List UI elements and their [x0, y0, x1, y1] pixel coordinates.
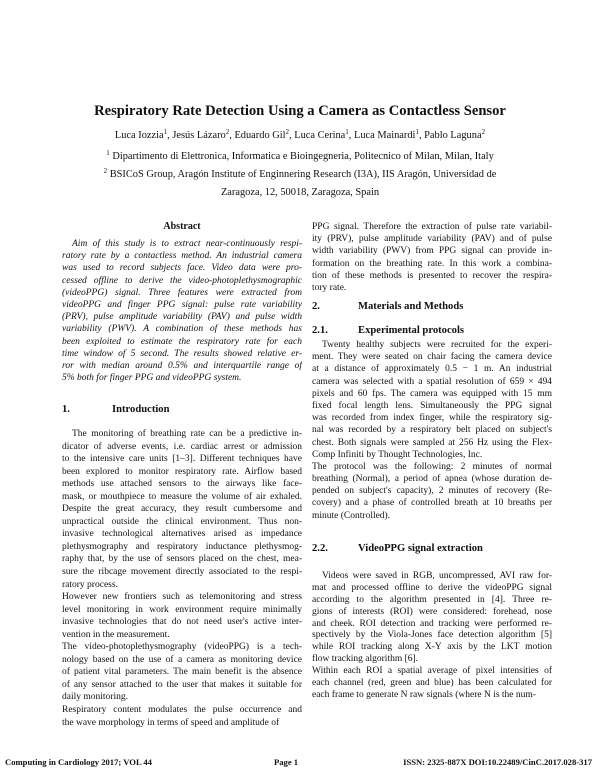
text-line: invasive technologies that do not need user's active inter- [62, 617, 302, 628]
footer-page-number: Page 1 [274, 757, 299, 767]
text-line: time window of 5 second. The results showed relative er- [62, 348, 302, 359]
section-heading-methods: 2. Materials and Methods [312, 301, 464, 312]
author: Jesús Lázaro$^2$ [172, 128, 230, 141]
text-line: while ROI tracking along X-Y axis by the LKT motion [312, 642, 552, 653]
text-line: spectively by the Viola-Jones face detection algorithm [5] [312, 630, 552, 641]
text-line: ratory process. [62, 579, 118, 590]
section-heading-introduction: 1. Introduction [62, 404, 170, 415]
text-line: However new frontiers such as telemonitoring and stress [62, 592, 302, 603]
text-line: Within each ROI a spatial average of pixel intensities of [312, 666, 552, 677]
text-line: been exploited to estimate the respiratory rate for each [62, 336, 302, 347]
text-line: ratory rate by a contactless method. An industrial camera [62, 251, 302, 262]
text-line: sure the ribcage movement directly associated to the respi- [62, 567, 302, 578]
author: Pablo Laguna$^2$ [424, 128, 486, 141]
text-line: 5% both for finger PPG and videoPPG system. [62, 373, 242, 384]
text-line: The monitoring of breathing rate can be a predictive in- [72, 429, 302, 439]
text-line: gions of interests (ROI) were considered: forehead, nose [312, 606, 552, 617]
footer-issn-doi: ISSN: 2325-887X DOI:10.22489/CinC.2017.028-317 [403, 757, 592, 767]
text-line: pixels and 60 fps. The camera was equipped with 15 mm [312, 388, 552, 399]
subsection-heading-protocols: 2.1. Experimental protocols [312, 325, 465, 336]
text-line: camera was selected with a spatial resolution of 659 × 494 [312, 376, 552, 387]
paragraph [62, 591, 302, 641]
text-line: was used to record subjects face. Video data were pro- [62, 263, 302, 274]
introduction-continued [312, 221, 552, 294]
author: Luca Cerina$^1$ [294, 128, 349, 141]
text-line: The video-photoplethysmography (videoPPG) is a tech- [62, 642, 302, 653]
text-line: (videoPPG) signal. Three features were extracted from [62, 287, 302, 298]
text-line: Respiratory content modulates the pulse occurrence and [62, 705, 302, 716]
paper-title: Respiratory Rate Detection Using a Camera as Contactless Sensor [94, 103, 506, 119]
subsection-heading-videoppg: 2.2. VideoPPG signal extraction [312, 543, 483, 554]
paragraph [62, 704, 302, 729]
author: Eduardo Gil$^2$ [234, 128, 290, 141]
text-line: vention in the measurement. [62, 629, 170, 640]
abstract-heading: Abstract [163, 221, 201, 232]
paragraph [312, 666, 552, 702]
text-line: minute (Controlled). [312, 510, 391, 521]
abstract-text [62, 238, 302, 384]
text-line: flow tracking algorithm [6]. [312, 654, 419, 665]
text-line: variability (PWV). A combination of these methods has [62, 324, 302, 335]
protocols-body [312, 339, 552, 522]
text-line: and cheek. ROI detection and tracking were performed re- [312, 618, 552, 629]
text-line: PPG signal. Therefore the extraction of pulse rate variabil- [312, 222, 552, 232]
text-line: unpractical outside the clinical environment. Thus non- [62, 516, 302, 527]
text-line: been explored to monitor respiratory rate. Airflow based [62, 466, 302, 477]
text-line: of patient vital parameters. The main benefit is the absence [62, 667, 302, 678]
text-line: level monitoring in work environment require minimally [62, 604, 302, 615]
text-line: cessed offline to derive the video-photoplethysmographic [62, 275, 302, 286]
paragraph [312, 461, 552, 522]
text-line: fixed focal length lens. Simultaneously the PPG signal [312, 400, 552, 411]
author-list: Luca Iozzia$^1$, Jesús Lázaro$^2$, Eduardo Gil$^2$, Luca Cerina$^1$, Luca Mainardi$^1$, Pablo Laguna$^2$ [114, 128, 486, 141]
text-line: Comp Infiniti by Thought Technologies, Inc. [312, 449, 483, 460]
text-line: formation on the breathing rate. In this work a combina- [312, 258, 552, 269]
text-line: at a distance of approximately 0.5 − 1 m. An industrial [312, 364, 552, 375]
text-line: methods use attached sensors to the airways like face- [62, 479, 302, 490]
text-line: invasive technological alternatives arised as impedance [62, 529, 302, 540]
text-line: to the intensive care units [1–3]. Different techniques have [62, 454, 302, 465]
text-line: The protocol was the following: 2 minutes of normal [312, 461, 552, 472]
footer-journal: Computing in Cardiology 2017; VOL 44 [5, 757, 152, 767]
text-line: ror with median around 0.5% and interquartile range of [62, 360, 302, 371]
text-line: tion of these methods is presented to recover the respira- [312, 270, 552, 281]
text-line: mask, or mouthpiece to measure the volume of air exhaled. [62, 491, 302, 502]
text-line: tory rate. [312, 282, 347, 293]
introduction-body [62, 428, 302, 729]
paragraph [62, 641, 302, 704]
text-line: pended on subject's capacity), 2 minutes of recovery (Re- [312, 486, 552, 497]
text-line: each frame to generate N raw signals (where N is the num- [312, 689, 536, 700]
affiliation-1: $^1$ Dipartimento di Elettronica, Informatica e Bioingegneria, Politecnico of Milan, Milan, Italy [106, 149, 494, 162]
text-line: (PRV), pulse amplitude variability (PAV) and pulse width [62, 312, 302, 323]
text-line: nal was recorded by a respiratory belt placed on subject's [312, 425, 552, 436]
text-line: videoPPG and finger PPG signal: pulse rate variability [62, 299, 302, 310]
paragraph [312, 571, 552, 666]
text-line: width variability (PWV) from PPG signal can provide in- [312, 246, 552, 257]
text-line: raphy that, by the use of sensors placed on the chest, mea- [62, 554, 302, 565]
text-line: covery) and a phase of controlled breath at 10 breaths per [312, 498, 552, 509]
text-line: ity (PRV), pulse amplitude variability (PAV) and of pulse [312, 234, 552, 245]
text-line: Aim of this study is to extract near-continuously respi- [72, 239, 302, 249]
text-line: dicator of adverse events, i.e. cardiac arrest or admission [62, 441, 302, 452]
author: Luca Iozzia$^1$ [114, 128, 168, 141]
text-line: ment. They were seated on chair facing the camera device [312, 352, 552, 363]
text-line: mat and processed offline to derive the videoPPG signal [312, 582, 552, 593]
text-line: Twenty healthy subjects were recruited for the experi- [322, 340, 552, 350]
text-line: of any sensor attached to the user that makes it suitable for [62, 679, 302, 690]
text-line: breathing (Normal), a period of apnea (whose duration de- [312, 474, 552, 485]
affiliation-2: $^2$ BSICoS Group, Aragón Institute of Enginnering Research (I3A), IIS Aragón, Universidad de [103, 167, 497, 180]
paragraph [312, 339, 552, 461]
text-line: Videos were saved in RGB, uncompressed, AVI raw for- [322, 571, 552, 581]
text-line: the wave morphology in terms of speed and amplitude of [62, 717, 280, 728]
text-line: chest. Both signals were sampled at 256 Hz using the Flex- [312, 437, 552, 448]
affiliation-2-cont: Zaragoza, 12, 50018, Zaragoza, Spain [220, 187, 380, 198]
text-line: Despite the great accuracy, they result cumbersome and [62, 504, 302, 515]
text-line: nology based on the use of a camera as monitoring device [62, 654, 302, 665]
text-line: daily monitoring. [62, 692, 128, 703]
text-line: according to the algorithm presented in [4]. Three re- [312, 594, 552, 605]
videoppg-body [312, 571, 552, 702]
text-line: each channel (red, green and blue) has been calculated for [312, 678, 552, 689]
paragraph [62, 428, 302, 591]
text-line: plethysmography and respiratory inductance plethysmog- [62, 541, 302, 552]
author: Luca Mainardi$^1$ [353, 128, 419, 141]
text-line: was recorded from index finger, while the respiratory sig- [312, 413, 552, 424]
